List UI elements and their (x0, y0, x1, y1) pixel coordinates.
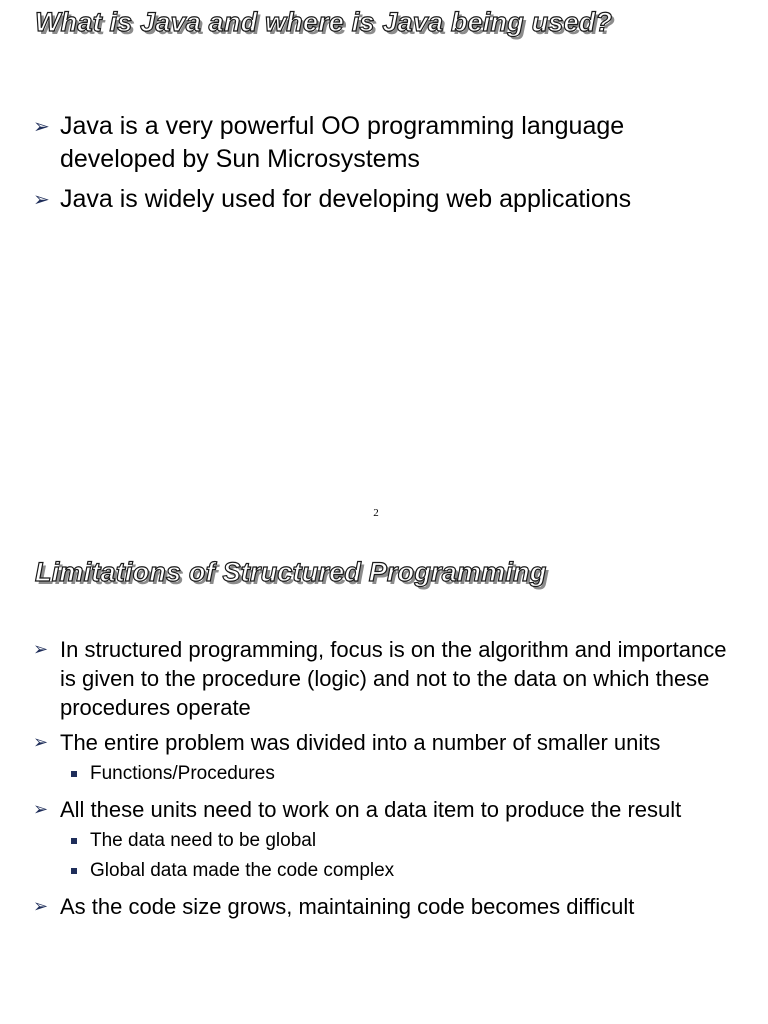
bullet-text: Java is widely used for developing web applications (60, 185, 632, 213)
arrowhead-bullet-icon: ➢ (33, 799, 49, 820)
bullet-item (33, 110, 733, 176)
square-bullet-icon (71, 868, 77, 874)
bullet-text: As the code size grows, maintaining code becomes difficult (60, 894, 635, 919)
bullet-item (33, 892, 733, 921)
bullet-text: Java is a very powerful OO programming language developed by Sun Microsystems (60, 112, 625, 173)
sub-bullet-list (60, 826, 733, 886)
slide-title: What is Java and where is Java being used? (35, 7, 613, 37)
arrowhead-bullet-icon: ➢ (33, 639, 49, 660)
bullet-item (33, 183, 733, 216)
slide-structured-programming-limitations (0, 512, 768, 1024)
bullet-list (33, 635, 733, 927)
sub-bullet-text: The data need to be global (90, 830, 317, 851)
sub-bullet-list (60, 759, 733, 789)
square-bullet-icon (71, 838, 77, 844)
slide-title: Limitations of Structured Programming (35, 557, 547, 587)
bullet-text: All these units need to work on a data item to produce the result (60, 797, 682, 822)
arrowhead-bullet-icon: ➢ (33, 187, 50, 211)
arrowhead-bullet-icon: ➢ (33, 896, 49, 917)
sub-bullet-item (60, 826, 733, 856)
arrowhead-bullet-icon: ➢ (33, 114, 50, 138)
bullet-item (33, 635, 733, 722)
page-number: 2 (373, 507, 379, 519)
sub-bullet-item (60, 856, 733, 886)
bullet-list (33, 110, 733, 223)
bullet-text: In structured programming, focus is on the algorithm and importance is given to the procedure (logic) and not to the data on which these procedures operate (60, 637, 727, 720)
bullet-item (33, 795, 733, 886)
bullet-text: The entire problem was divided into a number of smaller units (60, 730, 661, 755)
sub-bullet-text: Global data made the code complex (90, 860, 395, 881)
bullet-item (33, 728, 733, 789)
square-bullet-icon (71, 771, 77, 777)
sub-bullet-item (60, 759, 733, 789)
sub-bullet-text: Functions/Procedures (90, 763, 275, 784)
arrowhead-bullet-icon: ➢ (33, 732, 49, 753)
